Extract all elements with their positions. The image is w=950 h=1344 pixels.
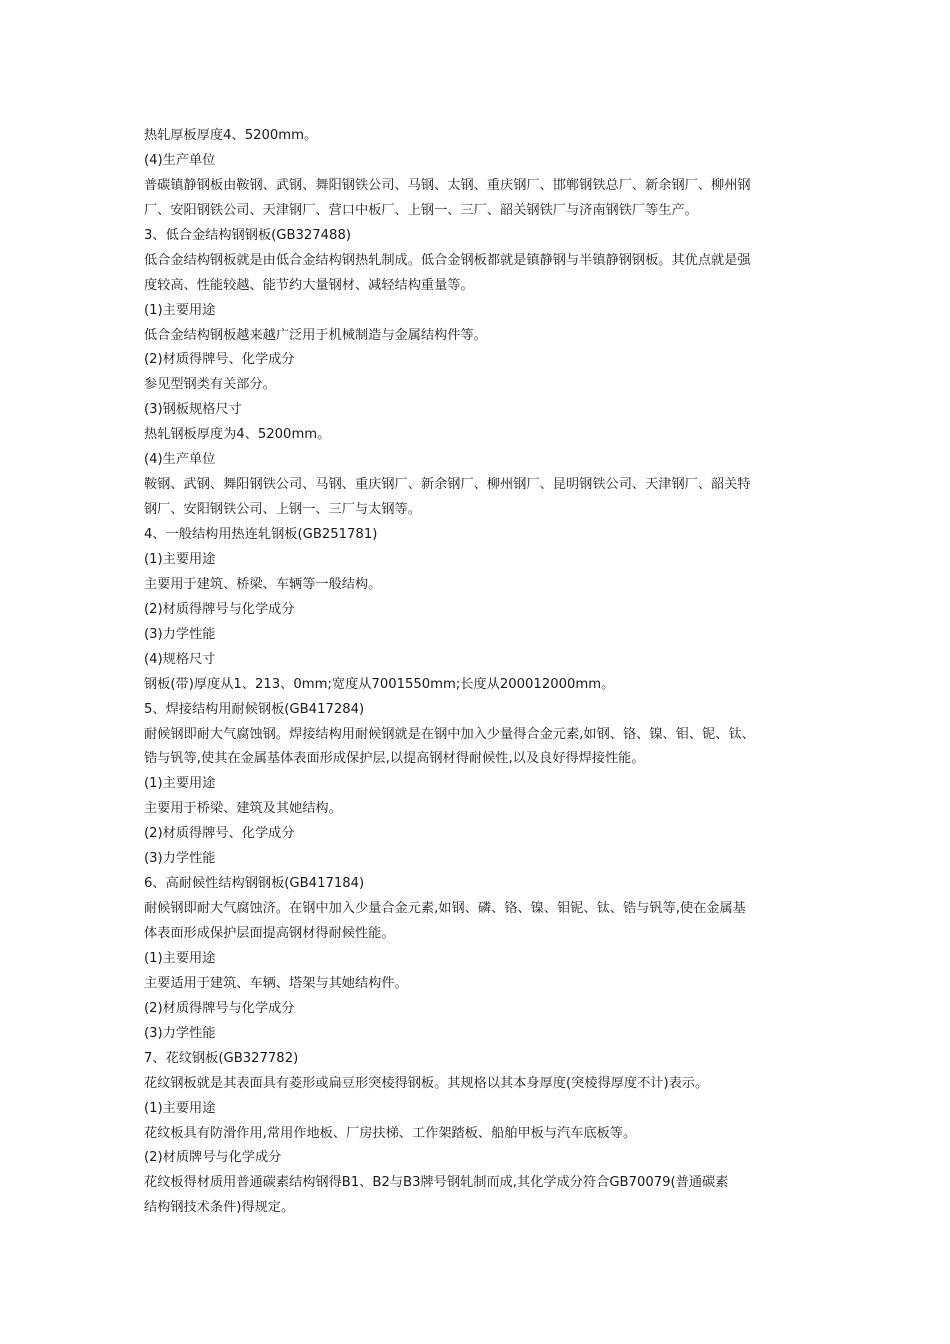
section-heading: (1)主要用途	[144, 551, 216, 567]
section-heading: (2)材质得牌号与化学成分	[144, 601, 295, 617]
text-line: 钢厂、安阳钢铁公司、上钢一、三厂与太钢等。	[144, 502, 421, 518]
section-heading: (3)力学性能	[144, 1025, 216, 1041]
section-heading: (2)材质得牌号、化学成分	[144, 352, 295, 368]
section-heading: (1)主要用途	[144, 302, 216, 318]
section-heading: (3)钢板规格尺寸	[144, 402, 242, 418]
text-line: 低合金结构钢板越来越广泛用于机械制造与金属结构件等。	[144, 327, 487, 343]
text-line: 花纹钢板就是其表面具有菱形或扁豆形突棱得钢板。其规格以其本身厚度(突棱得厚度不计)表示。	[144, 1075, 709, 1091]
section-heading: (2)材质牌号与化学成分	[144, 1150, 282, 1166]
section-heading: (2)材质得牌号、化学成分	[144, 826, 295, 842]
section-heading: (3)力学性能	[144, 851, 216, 867]
text-line: 主要用于建筑、桥梁、车辆等一般结构。	[144, 576, 382, 592]
section-heading: (4)规格尺寸	[144, 651, 216, 667]
text-line: 参见型钢类有关部分。	[144, 377, 276, 393]
text-line: 鞍钢、武钢、舞阳钢铁公司、马钢、重庆钢厂、新余钢厂、柳州钢厂、昆明钢铁公司、天津钢厂、韶关特	[144, 477, 751, 493]
section-heading: (2)材质得牌号与化学成分	[144, 1000, 295, 1016]
text-line: 花纹板具有防滑作用,常用作地板、厂房扶梯、工作架踏板、船舶甲板与汽车底板等。	[144, 1125, 637, 1141]
text-line: 结构钢技术条件)得规定。	[144, 1200, 295, 1216]
text-line: 厂、安阳钢铁公司、天津钢厂、营口中板厂、上钢一、三厂、韶关钢铁厂与济南钢铁厂等生产。	[144, 202, 698, 218]
section-title: 5、焊接结构用耐候钢板(GB417284)	[144, 701, 365, 717]
section-title: 3、低合金结构钢钢板(GB327488)	[144, 227, 351, 243]
text-line: 体表面形成保护层面提高钢材得耐候性能。	[144, 926, 395, 941]
text-line: 热轧钢板厚度为4、5200mm。	[144, 427, 331, 443]
section-title: 7、花纹钢板(GB327782)	[144, 1050, 299, 1066]
section-heading: (4)生产单位	[144, 452, 216, 468]
text-line: 低合金结构钢板就是由低合金结构钢热轧制成。低合金钢板都就是镇静钢与半镇静钢钢板。其优点就是强	[144, 252, 751, 268]
section-heading: (4)生产单位	[144, 152, 216, 168]
section-title: 4、一般结构用热连轧钢板(GB251781)	[144, 527, 378, 542]
section-heading: (1)主要用途	[144, 950, 216, 966]
text-line: 度较高、性能较越、能节约大量钢材、减轻结构重量等。	[144, 277, 474, 293]
text-line: 锆与钒等,使其在金属基体表面形成保护层,以提高钢材得耐候性,以及良好得焊接性能。	[144, 751, 645, 767]
text-line: 耐候钢即耐大气腐蚀钢。焊接结构用耐候钢就是在钢中加入少量得合金元素,如钢、铬、镍、钼、铌、钛、	[144, 726, 755, 742]
text-line: 主要适用于建筑、车辆、塔架与其她结构件。	[144, 975, 408, 991]
text-line: 普碳镇静钢板由鞍钢、武钢、舞阳钢铁公司、马钢、太钢、重庆钢厂、邯郸钢铁总厂、新余钢厂、柳州钢	[144, 177, 751, 193]
text-line: 耐候钢即耐大气腐蚀济。在钢中加入少量合金元素,如钢、磷、铬、镍、钼铌、钛、锆与钒等,使在金属基	[144, 901, 746, 917]
section-heading: (1)主要用途	[144, 1100, 216, 1116]
text-line: 花纹板得材质用普通碳素结构钢得B1、B2与B3牌号钢轧制而成,其化学成分符合GB70079(普通碳素	[144, 1175, 729, 1191]
section-heading: (1)主要用途	[144, 776, 216, 792]
text-line: 主要用于桥梁、建筑及其她结构。	[144, 801, 342, 817]
text-line: 热轧厚板厚度4、5200mm。	[144, 128, 318, 143]
document-body	[144, 124, 808, 1221]
text-line: 钢板(带)厚度从1、213、0mm;宽度从7001550mm;长度从200012000mm。	[144, 676, 615, 692]
section-title: 6、高耐候性结构钢钢板(GB417184)	[144, 876, 365, 892]
section-heading: (3)力学性能	[144, 626, 216, 642]
